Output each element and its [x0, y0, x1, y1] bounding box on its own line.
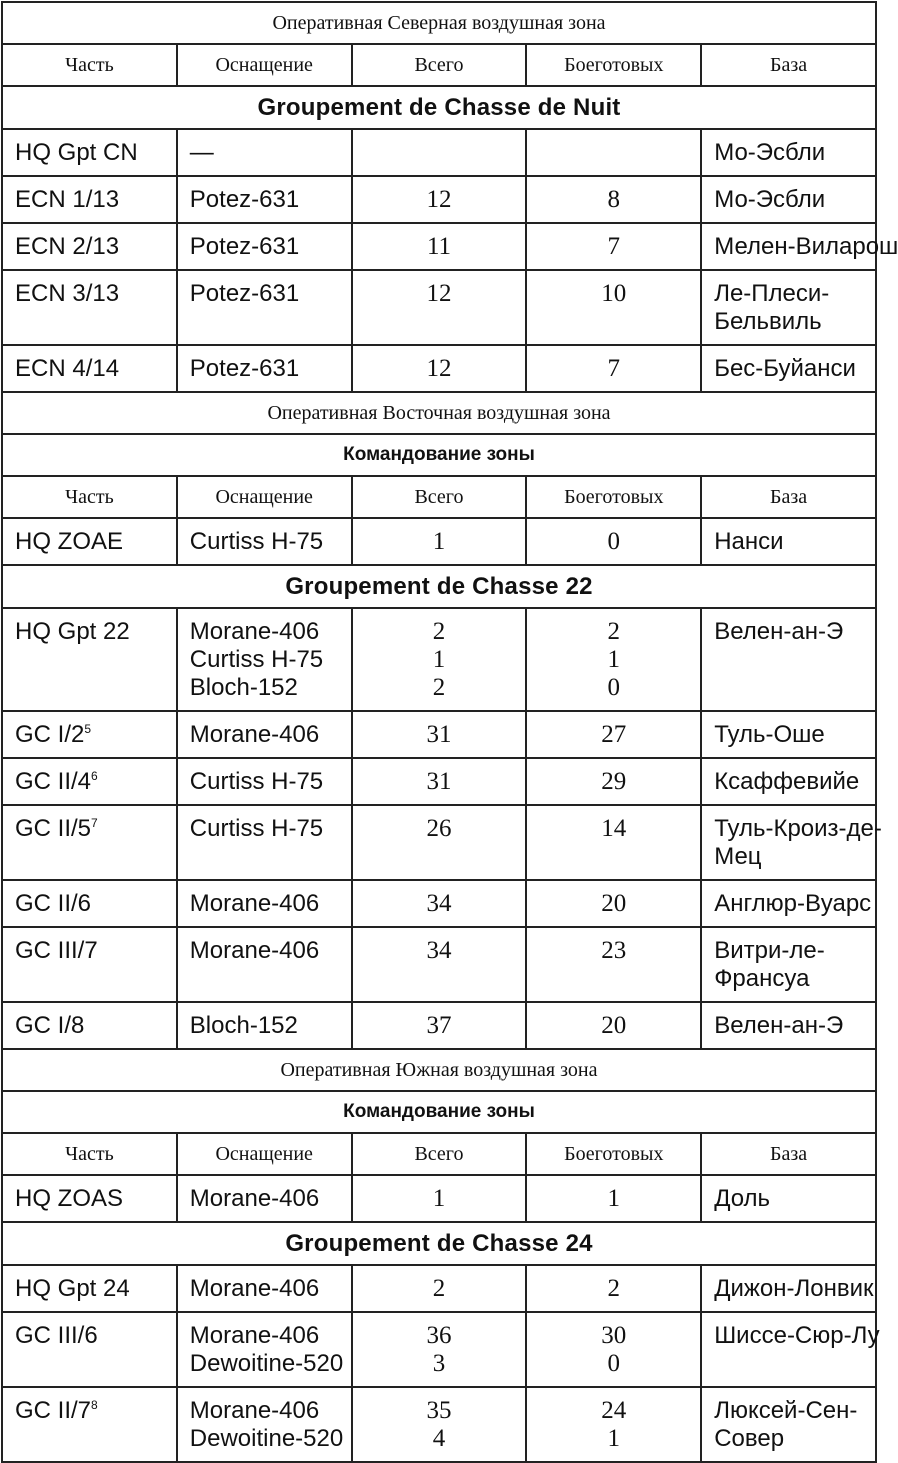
table-row	[2, 880, 876, 927]
unit-cell	[2, 1175, 177, 1222]
base-line: Витри-ле-	[714, 937, 825, 964]
column-header-ready: Боеготовых	[526, 1133, 701, 1175]
base-line: Доль	[714, 1185, 771, 1212]
unit-name: ECN 4/14	[15, 355, 120, 382]
total-cell	[352, 1002, 527, 1049]
total-line: 31	[426, 768, 452, 795]
equipment-cell	[177, 129, 352, 176]
zone-title	[2, 392, 876, 434]
base-line: Велен-ан-Э	[714, 618, 844, 645]
equipment-cell	[177, 880, 352, 927]
command-title-cell: Командование зоны	[2, 434, 876, 476]
ready-cell	[526, 1312, 701, 1387]
ready-line: 7	[607, 355, 621, 382]
unit-cell	[2, 1002, 177, 1049]
base-cell	[701, 880, 876, 927]
unit-cell	[2, 805, 177, 880]
footnote-marker: 6	[91, 769, 98, 783]
footnote-marker: 5	[84, 722, 92, 736]
column-header-equipment: Оснащение	[177, 44, 352, 86]
ready-cell	[526, 880, 701, 927]
equipment-line: Dewoitine-520	[189, 1350, 344, 1377]
total-cell	[352, 927, 527, 1002]
base-line: Дижон-Лонвик	[714, 1275, 874, 1302]
base-line: Мец	[714, 843, 762, 870]
unit-name: GC II/6	[15, 890, 92, 917]
column-header-equipment: Оснащение	[177, 1133, 352, 1175]
base-line: Мо-Эсбли	[714, 186, 826, 213]
ready-line: 7	[607, 233, 621, 260]
base-line: Совер	[714, 1425, 785, 1452]
ready-line: 0	[607, 1350, 621, 1377]
total-line: 34	[426, 937, 452, 964]
equipment-cell	[177, 608, 352, 711]
unit-cell	[2, 518, 177, 565]
total-line: 2	[432, 674, 446, 701]
table-row	[2, 176, 876, 223]
unit-cell	[2, 1265, 177, 1312]
ready-line: 24	[601, 1397, 627, 1424]
equipment-line: Morane-406	[189, 618, 320, 645]
unit-name: ECN 1/13	[15, 186, 120, 213]
equipment-line: Curtiss H-75	[189, 646, 324, 673]
base-cell	[701, 927, 876, 1002]
unit-cell	[2, 1387, 177, 1462]
total-cell	[352, 1312, 527, 1387]
base-line: Нанси	[714, 528, 784, 555]
base-line: Туль-Кроиз-де-	[714, 815, 882, 842]
zone-title-cell: Оперативная Восточная воздушная зона	[2, 392, 876, 434]
unit-cell	[2, 176, 177, 223]
table-row	[2, 711, 876, 758]
unit-cell	[2, 711, 177, 758]
ready-cell	[526, 345, 701, 392]
group-title-cell: Groupement de Chasse de Nuit	[2, 86, 876, 129]
total-cell	[352, 223, 527, 270]
group-title	[2, 1222, 876, 1265]
total-cell	[352, 880, 527, 927]
unit-cell	[2, 129, 177, 176]
column-header-base: База	[701, 44, 876, 86]
ready-cell	[526, 758, 701, 805]
equipment-cell	[177, 805, 352, 880]
ready-cell	[526, 608, 701, 711]
base-cell	[701, 1387, 876, 1462]
column-header-ready: Боеготовых	[526, 476, 701, 518]
ready-cell	[526, 223, 701, 270]
ready-line: 29	[601, 768, 627, 795]
command-title	[2, 1091, 876, 1133]
base-cell	[701, 518, 876, 565]
base-line: Ксаффевийе	[714, 768, 860, 795]
command-title-cell: Командование зоны	[2, 1091, 876, 1133]
ready-line: 0	[607, 674, 621, 701]
total-line: 36	[426, 1322, 452, 1349]
total-line: 1	[432, 646, 446, 673]
ready-cell	[526, 1002, 701, 1049]
equipment-line: Bloch-152	[189, 674, 298, 701]
group-title-cell: Groupement de Chasse 24	[2, 1222, 876, 1265]
equipment-cell	[177, 1175, 352, 1222]
column-header-total: Всего	[352, 44, 527, 86]
base-cell	[701, 1002, 876, 1049]
unit-name: GC II/5	[15, 815, 92, 842]
equipment-cell	[177, 223, 352, 270]
base-line: Англюр-Вуарс	[714, 890, 872, 917]
total-line: 12	[426, 186, 452, 213]
column-header-base: База	[701, 1133, 876, 1175]
equipment-cell	[177, 1265, 352, 1312]
base-line: Бес-Буйанси	[714, 355, 856, 382]
table-row	[2, 805, 876, 880]
equipment-line: Dewoitine-520	[189, 1425, 344, 1452]
total-cell	[352, 518, 527, 565]
unit-name: HQ ZOAE	[15, 528, 124, 555]
base-line: Велен-ан-Э	[714, 1012, 844, 1039]
column-header-row	[2, 1133, 876, 1175]
ready-line: 1	[607, 1425, 621, 1452]
ready-line: 0	[607, 528, 621, 555]
table-row	[2, 223, 876, 270]
total-cell	[352, 345, 527, 392]
column-header-equipment: Оснащение	[177, 476, 352, 518]
ready-cell	[526, 129, 701, 176]
unit-name: GC II/4	[15, 768, 92, 795]
unit-name: ECN 3/13	[15, 280, 120, 307]
total-cell	[352, 176, 527, 223]
base-cell	[701, 345, 876, 392]
equipment-line: Curtiss H-75	[189, 768, 324, 795]
column-header-part: Часть	[2, 44, 177, 86]
equipment-cell	[177, 711, 352, 758]
column-header-row	[2, 476, 876, 518]
unit-cell	[2, 608, 177, 711]
ready-cell	[526, 270, 701, 345]
base-line: Мо-Эсбли	[714, 139, 826, 166]
base-cell	[701, 223, 898, 270]
ready-cell	[526, 927, 701, 1002]
group-title	[2, 86, 876, 129]
total-line: 2	[432, 1275, 446, 1302]
equipment-line: Morane-406	[189, 937, 320, 964]
unit-name: GC I/2	[15, 721, 85, 748]
column-header-part: Часть	[2, 476, 177, 518]
total-line: 31	[426, 721, 452, 748]
equipment-line: Morane-406	[189, 1397, 320, 1424]
total-line: 11	[426, 233, 452, 260]
ready-line: 1	[607, 1185, 621, 1212]
base-cell	[701, 176, 876, 223]
base-cell	[701, 1312, 880, 1387]
base-line: Бельвиль	[714, 308, 822, 335]
unit-cell	[2, 1312, 177, 1387]
table-row	[2, 270, 876, 345]
base-cell	[701, 270, 876, 345]
ready-line: 2	[607, 618, 621, 645]
total-cell	[352, 1265, 527, 1312]
table-row	[2, 129, 876, 176]
ready-cell	[526, 518, 701, 565]
unit-name: HQ Gpt 24	[15, 1275, 130, 1302]
ready-line: 14	[601, 815, 627, 842]
base-line: Ле-Плеси-	[714, 280, 830, 307]
zone-title	[2, 1049, 876, 1091]
equipment-line: Bloch-152	[189, 1012, 298, 1039]
zone-title	[2, 2, 876, 44]
column-header-part: Часть	[2, 1133, 177, 1175]
total-cell	[352, 805, 527, 880]
base-cell	[701, 608, 876, 711]
unit-cell	[2, 270, 177, 345]
unit-name: GC I/8	[15, 1012, 85, 1039]
table-row	[2, 345, 876, 392]
total-line: 12	[426, 355, 452, 382]
equipment-line: —	[189, 139, 214, 166]
unit-cell	[2, 927, 177, 1002]
base-line: Люксей-Сен-	[714, 1397, 858, 1424]
column-header-row	[2, 44, 876, 86]
unit-cell	[2, 758, 177, 805]
base-line: Шиссе-Сюр-Лу	[714, 1322, 880, 1349]
total-cell	[352, 1175, 527, 1222]
ready-cell	[526, 1387, 701, 1462]
equipment-cell	[177, 1387, 352, 1462]
equipment-line: Curtiss H-75	[189, 815, 324, 842]
base-cell	[701, 805, 882, 880]
total-line: 37	[426, 1012, 452, 1039]
unit-name: GC III/7	[15, 937, 98, 964]
total-cell	[352, 608, 527, 711]
total-line: 35	[426, 1397, 452, 1424]
column-header-total: Всего	[352, 1133, 527, 1175]
table-row	[2, 1175, 876, 1222]
zone-title-cell: Оперативная Южная воздушная зона	[2, 1049, 876, 1091]
unit-cell	[2, 345, 177, 392]
equipment-line: Morane-406	[189, 721, 320, 748]
total-line: 26	[426, 815, 452, 842]
ready-line: 27	[601, 721, 627, 748]
unit-name: HQ ZOAS	[15, 1185, 124, 1212]
unit-cell	[2, 880, 177, 927]
ready-line: 20	[601, 1012, 627, 1039]
base-cell	[701, 711, 876, 758]
total-line: 2	[432, 618, 446, 645]
total-cell	[352, 270, 527, 345]
air-zones-table	[1, 1, 898, 1463]
equipment-cell	[177, 927, 352, 1002]
equipment-line: Potez-631	[189, 186, 300, 213]
unit-name: ECN 2/13	[15, 233, 120, 260]
table-row	[2, 518, 876, 565]
equipment-line: Potez-631	[189, 233, 300, 260]
equipment-line: Morane-406	[189, 1322, 320, 1349]
table-row	[2, 1002, 876, 1049]
ready-cell	[526, 711, 701, 758]
column-header-ready: Боеготовых	[526, 44, 701, 86]
equipment-cell	[177, 758, 352, 805]
table-row	[2, 608, 876, 711]
zone-title-cell: Оперативная Северная воздушная зона	[2, 2, 876, 44]
equipment-cell	[177, 1002, 352, 1049]
equipment-cell	[177, 270, 352, 345]
base-line: Мелен-Виларош	[714, 233, 898, 260]
table-row	[2, 927, 876, 1002]
base-line: Франсуа	[714, 965, 810, 992]
table-row	[2, 1312, 876, 1387]
ready-line: 1	[607, 646, 621, 673]
footnote-marker: 8	[91, 1398, 98, 1412]
total-line: 1	[432, 1185, 446, 1212]
equipment-cell	[177, 345, 352, 392]
table-body	[2, 2, 898, 1462]
equipment-cell	[177, 518, 352, 565]
equipment-line: Morane-406	[189, 1275, 320, 1302]
table-row	[2, 758, 876, 805]
group-title-cell: Groupement de Chasse 22	[2, 565, 876, 608]
total-cell	[352, 758, 527, 805]
equipment-line: Potez-631	[189, 355, 300, 382]
command-title	[2, 434, 876, 476]
base-line: Туль-Оше	[714, 721, 825, 748]
equipment-cell	[177, 176, 352, 223]
total-line: 3	[432, 1350, 446, 1377]
equipment-line: Potez-631	[189, 280, 300, 307]
total-cell	[352, 1387, 527, 1462]
total-line: 4	[432, 1425, 446, 1452]
ready-line: 10	[601, 280, 627, 307]
unit-name: GC III/6	[15, 1322, 98, 1349]
ready-line: 8	[607, 186, 621, 213]
unit-name: GC II/7	[15, 1397, 92, 1424]
total-line: 12	[426, 280, 452, 307]
equipment-line: Curtiss H-75	[189, 528, 324, 555]
column-header-base: База	[701, 476, 876, 518]
ready-cell	[526, 176, 701, 223]
ready-cell	[526, 805, 701, 880]
footnote-marker: 7	[91, 816, 98, 830]
base-cell	[701, 1265, 876, 1312]
ready-line: 2	[607, 1275, 621, 1302]
ready-line: 30	[601, 1322, 627, 1349]
ready-cell	[526, 1265, 701, 1312]
ready-cell	[526, 1175, 701, 1222]
unit-cell	[2, 223, 177, 270]
unit-name: HQ Gpt 22	[15, 618, 130, 645]
column-header-total: Всего	[352, 476, 527, 518]
total-line: 34	[426, 890, 452, 917]
table-row	[2, 1265, 876, 1312]
ready-line: 23	[601, 937, 627, 964]
equipment-line: Morane-406	[189, 1185, 320, 1212]
equipment-line: Morane-406	[189, 890, 320, 917]
base-cell	[701, 129, 876, 176]
unit-name: HQ Gpt CN	[15, 139, 138, 166]
total-line: 1	[432, 528, 446, 555]
group-title	[2, 565, 876, 608]
total-cell	[352, 711, 527, 758]
total-cell	[352, 129, 527, 176]
equipment-cell	[177, 1312, 352, 1387]
base-cell	[701, 758, 876, 805]
ready-line: 20	[601, 890, 627, 917]
base-cell	[701, 1175, 876, 1222]
table-row	[2, 1387, 876, 1462]
